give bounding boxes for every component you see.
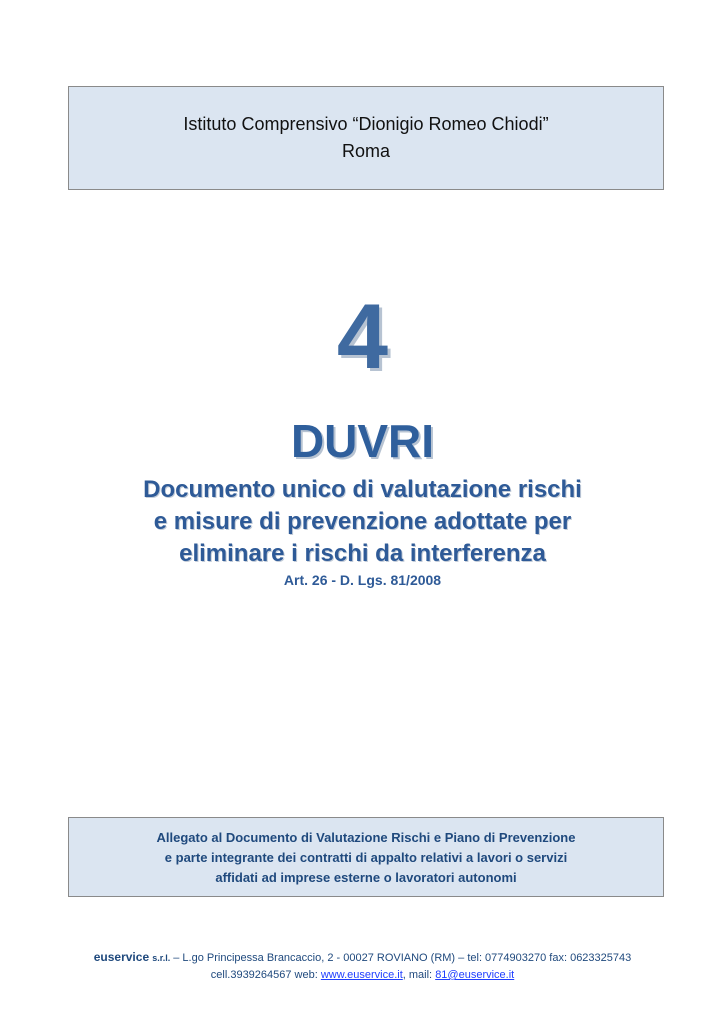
note-line-1: Allegato al Documento di Valutazione Rischi e Piano di Prevenzione [156,830,576,845]
document-acronym: DUVRI [290,415,435,467]
company-name: euservice [93,950,150,964]
company-address: – L.go Principessa Brancaccio, 2 - 00027 ROVIANO (RM) – tel: 0774903270 fax: 0623325743 [170,952,632,964]
cell-number: cell.3939264567 web: [210,969,321,981]
school-city: Roma [341,141,390,161]
school-name: Istituto Comprensivo “Dionigio Romeo Chiodi” [183,114,549,134]
header-box [68,86,664,190]
footer-contact-line [0,967,725,984]
website-link[interactable]: www.euservice.it [320,969,403,981]
subtitle-line-3: eliminare i rischi da interferenza [179,540,546,567]
annex-note-box [68,817,664,897]
footer [0,949,725,984]
document-number: 4 [336,286,389,388]
document-subtitle [0,474,725,570]
footer-address-line [0,949,725,967]
subtitle-line-2: e misure di prevenzione adottate per [153,508,572,535]
company-suffix: s.r.l. [152,953,171,963]
note-line-2: e parte integrante dei contratti di appalto relativi a lavori o servizi [164,850,568,865]
legal-reference: Art. 26 - D. Lgs. 81/2008 [283,572,442,588]
note-line-3: affidati ad imprese esterne o lavoratori autonomi [215,870,517,885]
subtitle-line-1: Documento unico di valutazione rischi [143,476,582,503]
mail-label: , mail: [402,969,436,981]
email-link[interactable]: 81@euservice.it [435,969,515,981]
